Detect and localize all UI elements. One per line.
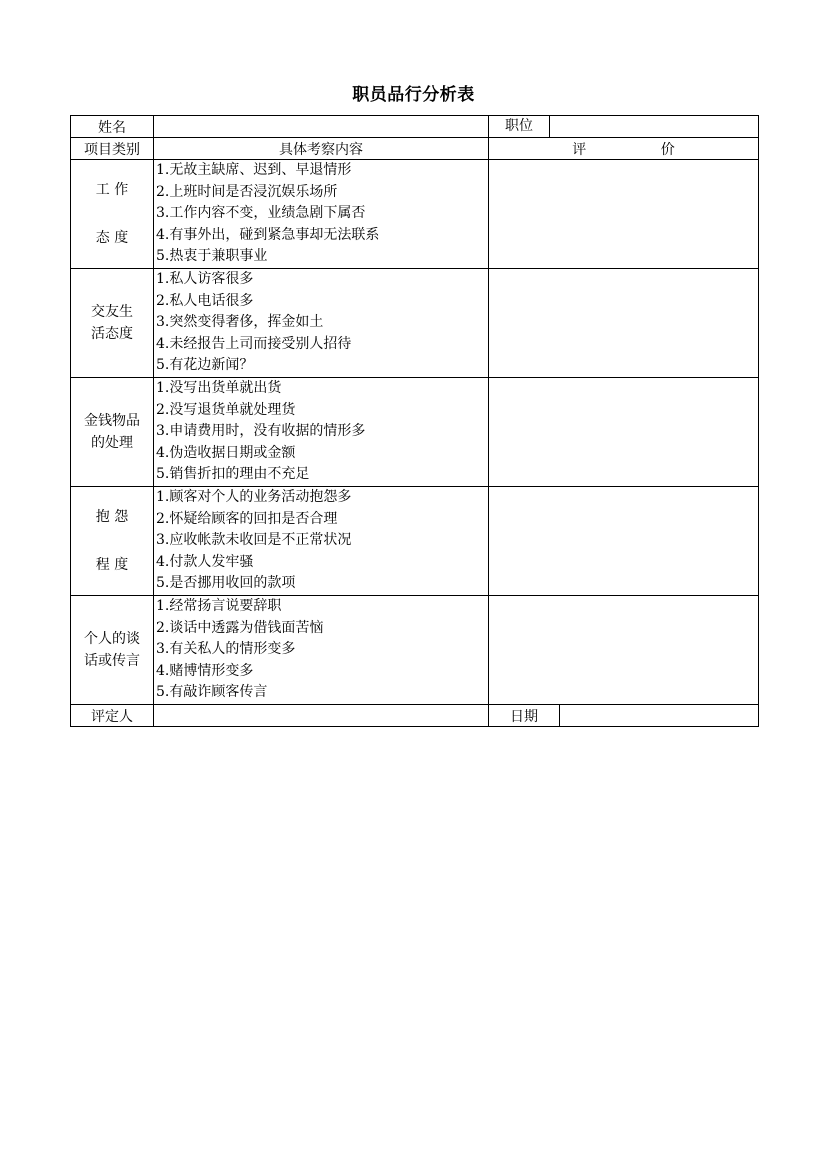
- section-row-work: [71, 160, 759, 269]
- date-field[interactable]: [560, 705, 759, 727]
- criteria-list: [154, 378, 489, 487]
- evaluation-cell[interactable]: [489, 596, 759, 705]
- evaluation-cell[interactable]: [489, 160, 759, 269]
- evaluation-cell[interactable]: [489, 269, 759, 378]
- name-label: 姓名: [71, 116, 154, 138]
- page-title: 职员品行分析表: [352, 85, 475, 105]
- criteria-item: 1.无故主缺席、迟到、早退情形: [156, 162, 352, 178]
- criteria-item: 2.私人电话很多: [156, 292, 254, 309]
- category-cell: [71, 596, 154, 705]
- criteria-item: 5.是否挪用收回的款项: [156, 575, 296, 592]
- criteria-item: 1.私人访客很多: [156, 271, 254, 287]
- criteria-item: 3.申请费用时，没有收据的情形多: [156, 423, 366, 440]
- header-row: [71, 138, 759, 160]
- name-row: [71, 116, 759, 138]
- category-cell: [71, 160, 154, 269]
- criteria-item: 3.突然变得奢侈，挥金如土: [156, 314, 324, 331]
- criteria-item: 3.应收帐款未收回是不正常状况: [156, 532, 352, 549]
- category-cell: [71, 378, 154, 487]
- evaluation-cell[interactable]: [489, 487, 759, 596]
- evaluation-cell[interactable]: [489, 378, 759, 487]
- evaluation-header: 评 价: [489, 138, 759, 160]
- criteria-list: [154, 269, 489, 378]
- criteria-item: 5.有花边新闻？: [156, 357, 254, 374]
- criteria-item: 3.有关私人的情形变多: [156, 641, 296, 658]
- criteria-item: 1.经常扬言说要辞职: [156, 598, 282, 614]
- content-header: 具体考察内容: [154, 138, 489, 160]
- category-line: 金钱物品: [84, 413, 140, 429]
- criteria-item: 5.热衷于兼职事业: [156, 248, 268, 265]
- criteria-item: 2.怀疑给顾客的回扣是否合理: [156, 510, 338, 527]
- category-header: 项目类别: [71, 138, 154, 160]
- criteria-item: 5.销售折扣的理由不充足: [156, 466, 310, 483]
- category-line: 交友生: [91, 304, 133, 320]
- criteria-item: 4.有事外出，碰到紧急事却无法联系: [156, 226, 380, 243]
- section-row-social: [71, 269, 759, 378]
- criteria-item: 4.付款人发牢骚: [156, 553, 254, 570]
- section-row-rumors: [71, 596, 759, 705]
- category-cell: [71, 487, 154, 596]
- criteria-item: 2.没写退货单就处理货: [156, 401, 296, 418]
- category-line: 程 度: [95, 557, 129, 573]
- category-line: 工 作: [95, 182, 129, 198]
- criteria-item: 4.未经报告上司而接受别人招待: [156, 335, 352, 352]
- criteria-item: 1.没写出货单就出货: [156, 380, 282, 396]
- evaluator-field[interactable]: [154, 705, 489, 727]
- category-cell: [71, 269, 154, 378]
- category-line: 个人的谈: [84, 631, 140, 647]
- criteria-item: 2.上班时间是否浸沉娱乐场所: [156, 183, 338, 200]
- criteria-list: [154, 160, 489, 269]
- criteria-item: 5.有敲诈顾客传言: [156, 684, 268, 701]
- category-line: 活态度: [91, 326, 133, 342]
- criteria-list: [154, 596, 489, 705]
- section-row-complaints: [71, 487, 759, 596]
- date-label: 日期: [489, 705, 560, 727]
- category-line: 态 度: [95, 230, 129, 246]
- criteria-item: 4.伪造收据日期或金额: [156, 444, 296, 461]
- criteria-item: 2.谈话中透露为借钱面苦恼: [156, 619, 324, 636]
- footer-row: [71, 705, 759, 727]
- category-line: 的处理: [91, 435, 133, 451]
- analysis-table: [70, 115, 759, 727]
- name-field[interactable]: [154, 116, 489, 138]
- criteria-item: 1.顾客对个人的业务活动抱怨多: [156, 489, 352, 505]
- category-line: 抱 怨: [95, 509, 129, 525]
- position-label: 职位: [489, 116, 550, 137]
- criteria-item: 3.工作内容不变，业绩急剧下属否: [156, 205, 366, 222]
- position-field[interactable]: [550, 116, 758, 137]
- criteria-item: 4.赌博情形变多: [156, 662, 254, 679]
- evaluator-label: 评定人: [71, 705, 154, 727]
- criteria-list: [154, 487, 489, 596]
- section-row-money: [71, 378, 759, 487]
- category-line: 话或传言: [84, 653, 140, 669]
